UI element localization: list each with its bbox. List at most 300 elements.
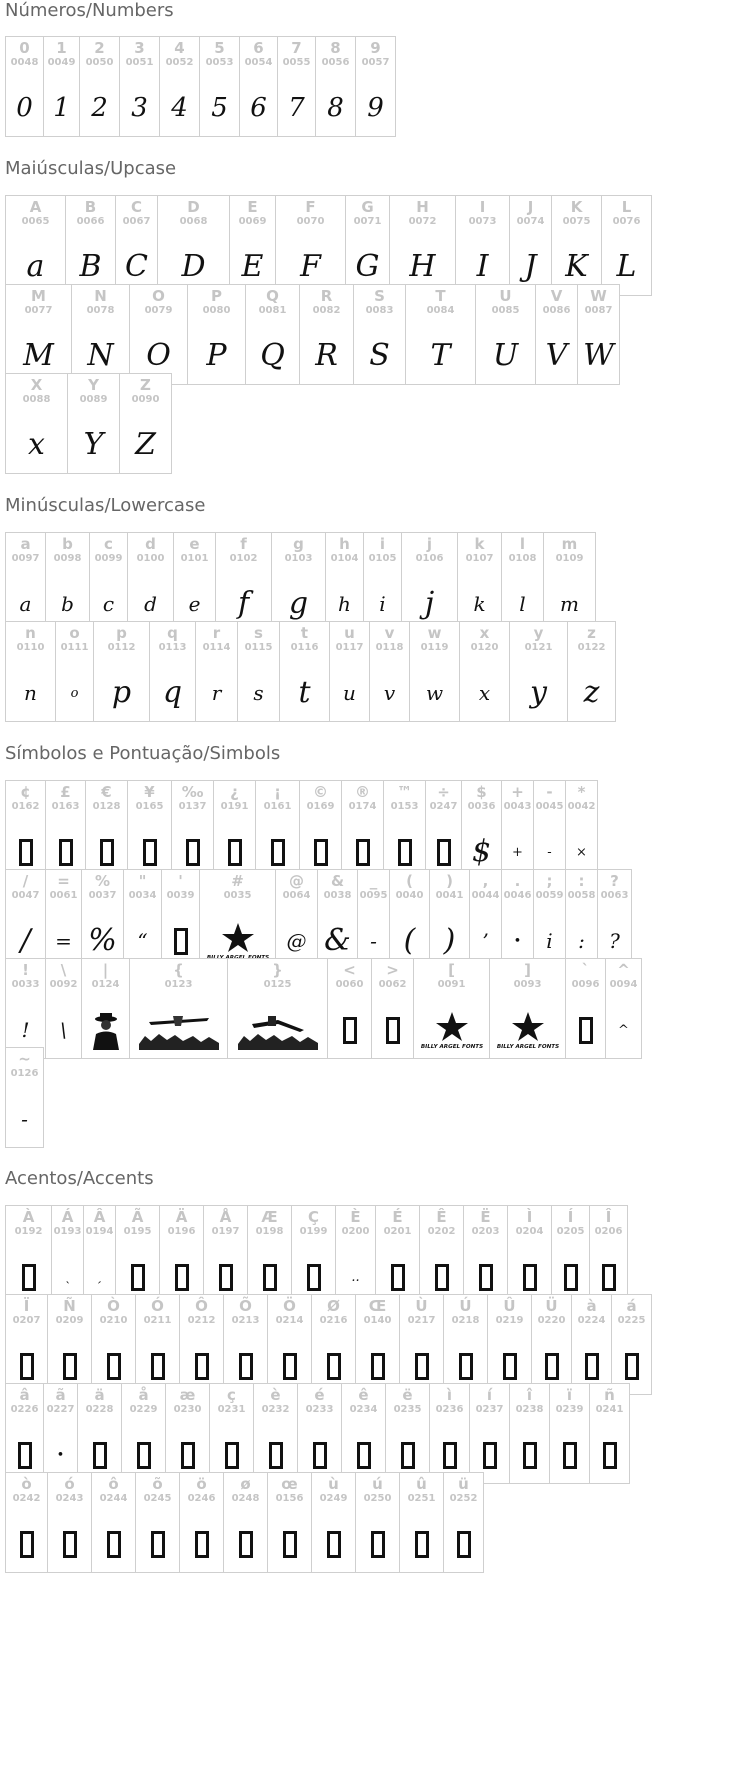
glyph-cell <box>51 1205 84 1306</box>
glyph-cell <box>469 1383 510 1484</box>
glyph-preview <box>130 1007 227 1053</box>
character-label: à <box>586 1297 597 1315</box>
glyph-preview <box>372 1007 413 1053</box>
glyph-cell <box>43 36 80 137</box>
glyph-preview: J <box>524 249 537 284</box>
character-label: ë <box>402 1386 413 1404</box>
character-code: 0088 <box>22 394 51 405</box>
glyph-preview: 0 <box>16 93 33 123</box>
character-label: â <box>19 1386 30 1404</box>
character-code: 0111 <box>60 642 89 653</box>
glyph-cell <box>507 1205 552 1306</box>
character-code: 0099 <box>94 553 123 564</box>
glyph-cell <box>239 36 278 137</box>
missing-glyph-icon <box>239 1531 253 1558</box>
character-label: Y <box>88 376 99 394</box>
glyph-cell <box>597 869 632 970</box>
missing-glyph-icon <box>386 1017 400 1044</box>
character-label: 2 <box>94 39 105 57</box>
character-label: h <box>339 535 350 553</box>
glyph-cell <box>203 1205 248 1306</box>
glyph-cell <box>5 780 46 881</box>
glyph-preview: m <box>560 592 579 616</box>
glyph-preview: W <box>583 338 614 373</box>
character-code: 0105 <box>368 553 397 564</box>
glyph-cell <box>5 36 44 137</box>
missing-glyph-icon <box>398 839 412 866</box>
glyph-cell <box>77 1383 122 1484</box>
character-code: 0196 <box>167 1226 196 1237</box>
glyph-preview: × <box>576 844 587 860</box>
character-label: ó <box>64 1475 75 1493</box>
glyph-cell <box>327 958 372 1059</box>
section-title: Símbolos e Pontuação/Simbols <box>5 743 281 764</box>
glyph-preview <box>82 1007 129 1053</box>
glyph-cell <box>215 532 272 633</box>
glyph-preview: 1 <box>53 93 70 123</box>
glyph-row <box>5 780 597 881</box>
character-label: b <box>62 535 73 553</box>
character-label: L <box>621 198 632 216</box>
glyph-cell <box>129 958 228 1059</box>
missing-glyph-icon <box>602 1264 616 1291</box>
character-label: ¢ <box>20 783 31 801</box>
glyph-cell <box>179 1294 224 1395</box>
character-label: E <box>247 198 258 216</box>
character-code: 0057 <box>361 57 390 68</box>
character-code: 0042 <box>567 801 596 812</box>
character-code: 0165 <box>135 801 164 812</box>
glyph-preview: q <box>162 675 183 710</box>
character-label: # <box>231 872 244 890</box>
character-code: 0161 <box>263 801 292 812</box>
character-label: ™ <box>397 783 412 801</box>
glyph-preview: P <box>206 338 227 373</box>
character-label: Í <box>567 1208 574 1226</box>
glyph-cell <box>461 780 502 881</box>
character-label: ø <box>240 1475 251 1493</box>
glyph-cell <box>135 1294 180 1395</box>
glyph-preview: g <box>288 586 309 621</box>
glyph-cell <box>115 1205 160 1306</box>
glyph-preview: s <box>253 681 264 705</box>
character-label: Æ <box>261 1208 278 1226</box>
character-label: ü <box>458 1475 469 1493</box>
glyph-cell <box>509 1383 550 1484</box>
character-label: Z <box>140 376 151 394</box>
glyph-preview <box>180 1521 223 1567</box>
character-code: 0084 <box>426 305 455 316</box>
glyph-cell <box>5 1383 44 1484</box>
character-label: Ù <box>415 1297 428 1315</box>
glyph-cell <box>227 958 328 1059</box>
character-label: è <box>270 1386 281 1404</box>
character-code: 0058 <box>567 890 596 901</box>
glyph-cell <box>419 1205 464 1306</box>
glyph-preview: .. <box>351 1269 360 1285</box>
character-label: N <box>94 287 107 305</box>
glyph-preview: G <box>355 249 380 284</box>
glyph-cell <box>565 780 598 881</box>
character-code: 0091 <box>437 979 466 990</box>
glyph-preview: t <box>298 675 311 710</box>
character-label: M <box>31 287 46 305</box>
character-label: Î <box>605 1208 612 1226</box>
character-label: , <box>482 872 489 890</box>
missing-glyph-icon <box>20 1531 34 1558</box>
glyph-cell <box>187 284 246 385</box>
character-code: 0246 <box>187 1493 216 1504</box>
character-code: 0101 <box>180 553 209 564</box>
glyph-cell <box>501 869 534 970</box>
glyph-preview: R <box>315 338 338 373</box>
glyph-preview: h <box>338 592 351 616</box>
character-code: 0169 <box>306 801 335 812</box>
character-label: 4 <box>174 39 185 57</box>
glyph-cell <box>531 1294 572 1395</box>
glyph-row <box>5 373 171 474</box>
glyph-cell <box>589 1205 628 1306</box>
glyph-cell <box>129 284 188 385</box>
character-label: < <box>343 961 356 979</box>
character-code: 0214 <box>275 1315 304 1326</box>
glyph-cell <box>469 869 502 970</box>
character-code: 0035 <box>223 890 252 901</box>
character-code: 0238 <box>515 1404 544 1415</box>
glyph-preview: k <box>473 592 486 616</box>
character-code: 0220 <box>537 1315 566 1326</box>
glyph-preview: - <box>21 1107 28 1131</box>
character-label: Ï <box>23 1297 30 1315</box>
character-label: } <box>272 961 283 979</box>
missing-glyph-icon <box>269 1442 283 1469</box>
character-code: 0062 <box>378 979 407 990</box>
character-label: : <box>578 872 585 890</box>
glyph-cell <box>601 195 652 296</box>
missing-glyph-icon <box>151 1531 165 1558</box>
character-label: € <box>101 783 112 801</box>
character-code: 0097 <box>11 553 40 564</box>
glyph-cell <box>375 1205 420 1306</box>
character-label: T <box>435 287 446 305</box>
glyph-cell <box>335 1205 376 1306</box>
character-code: 0245 <box>143 1493 172 1504</box>
character-code: 0069 <box>238 216 267 227</box>
glyph-preview: I <box>476 249 489 284</box>
character-code: 0076 <box>612 216 641 227</box>
missing-glyph-icon <box>435 1264 449 1291</box>
glyph-preview <box>490 1007 565 1053</box>
glyph-cell <box>425 780 462 881</box>
glyph-preview <box>328 1007 371 1053</box>
character-label: n <box>25 624 36 642</box>
character-label: % <box>94 872 111 890</box>
character-label: x <box>479 624 490 642</box>
missing-glyph-icon <box>523 1442 537 1469</box>
glyph-preview <box>566 1007 605 1053</box>
glyph-cell <box>605 958 642 1059</box>
missing-glyph-icon <box>327 1531 341 1558</box>
character-code: 0043 <box>503 801 532 812</box>
character-label: ¡ <box>274 783 281 801</box>
character-label: p <box>116 624 127 642</box>
character-label: l <box>519 535 526 553</box>
glyph-row <box>5 195 651 296</box>
man-portrait-icon <box>89 1010 123 1050</box>
character-label: @ <box>289 872 304 890</box>
character-label: y <box>533 624 544 642</box>
glyph-cell <box>299 284 354 385</box>
glyph-cell <box>119 36 160 137</box>
glyph-cell <box>81 958 130 1059</box>
character-label: Å <box>219 1208 232 1226</box>
glyph-cell <box>459 621 510 722</box>
character-label: \ <box>60 961 67 979</box>
glyph-cell <box>213 780 256 881</box>
glyph-preview: 8 <box>327 93 344 123</box>
character-label: ¿ <box>230 783 239 801</box>
glyph-cell <box>489 958 566 1059</box>
glyph-cell <box>565 869 598 970</box>
character-code: 0107 <box>465 553 494 564</box>
character-label: Ø <box>327 1297 340 1315</box>
missing-glyph-icon <box>271 839 285 866</box>
missing-glyph-icon <box>186 839 200 866</box>
glyph-preview: 7 <box>288 93 305 123</box>
character-label: ! <box>22 961 29 979</box>
character-label: Ã <box>131 1208 144 1226</box>
glyph-preview <box>92 1521 135 1567</box>
character-label: u <box>344 624 355 642</box>
glyph-cell <box>357 869 390 970</box>
character-code: 0055 <box>282 57 311 68</box>
missing-glyph-icon <box>391 1264 405 1291</box>
character-code: 0098 <box>53 553 82 564</box>
billy-argel-logo-icon <box>210 921 266 961</box>
glyph-preview: v <box>383 681 396 705</box>
glyph-cell <box>565 958 606 1059</box>
character-label: 6 <box>253 39 264 57</box>
character-code: 0047 <box>11 890 40 901</box>
character-label: G <box>361 198 374 216</box>
glyph-cell <box>429 1383 470 1484</box>
character-label: J <box>527 198 534 216</box>
missing-glyph-icon <box>22 1264 36 1291</box>
missing-glyph-icon <box>263 1264 277 1291</box>
glyph-preview: w <box>425 681 444 705</box>
missing-glyph-icon <box>19 839 33 866</box>
glyph-preview: ˎ <box>65 1269 70 1285</box>
character-code: 0039 <box>166 890 195 901</box>
glyph-cell <box>45 532 90 633</box>
svg-text:BILLY ARGEL FONTS: BILLY ARGEL FONTS <box>420 1044 483 1050</box>
glyph-cell <box>45 958 82 1059</box>
character-label: . <box>514 872 521 890</box>
character-label: ì <box>446 1386 453 1404</box>
character-label: ä <box>94 1386 105 1404</box>
character-code: 0197 <box>211 1226 240 1237</box>
character-label: Õ <box>239 1297 252 1315</box>
glyph-preview: ’ <box>482 929 489 953</box>
missing-glyph-icon <box>307 1264 321 1291</box>
character-label: " <box>138 872 147 890</box>
missing-glyph-icon <box>313 1442 327 1469</box>
glyph-cell <box>267 1472 312 1573</box>
missing-glyph-icon <box>225 1442 239 1469</box>
character-code: 0063 <box>600 890 629 901</box>
character-code: 0243 <box>55 1493 84 1504</box>
glyph-cell <box>549 1383 590 1484</box>
character-label: ) <box>446 872 453 890</box>
glyph-row <box>5 1047 43 1148</box>
character-label: R <box>320 287 333 305</box>
character-label: - <box>546 783 553 801</box>
character-code: 0077 <box>24 305 53 316</box>
glyph-cell <box>223 1294 268 1395</box>
glyph-cell <box>509 621 568 722</box>
character-label: Ú <box>459 1297 472 1315</box>
character-code: 0073 <box>468 216 497 227</box>
character-label: | <box>102 961 109 979</box>
character-code: 0228 <box>85 1404 114 1415</box>
character-label: æ <box>179 1386 196 1404</box>
glyph-cell <box>93 621 150 722</box>
glyph-cell <box>209 1383 254 1484</box>
glyph-cell <box>199 869 276 970</box>
character-code: 0033 <box>11 979 40 990</box>
missing-glyph-icon <box>523 1264 537 1291</box>
character-label: ^ <box>617 961 630 979</box>
character-label: [ <box>448 961 455 979</box>
character-label: = <box>57 872 70 890</box>
glyph-row <box>5 36 395 137</box>
glyph-preview: a <box>26 249 45 284</box>
glyph-cell <box>253 1383 298 1484</box>
character-label: j <box>426 535 433 553</box>
character-code: 0242 <box>12 1493 41 1504</box>
glyph-cell <box>567 621 616 722</box>
glyph-row <box>5 284 619 385</box>
glyph-cell <box>509 195 552 296</box>
character-label: ' <box>178 872 183 890</box>
character-label: ã <box>55 1386 66 1404</box>
glyph-preview: z <box>583 675 600 710</box>
character-code: 0202 <box>427 1226 456 1237</box>
character-code: 0203 <box>471 1226 500 1237</box>
glyph-preview: H <box>409 249 436 284</box>
missing-glyph-icon <box>563 1442 577 1469</box>
glyph-cell <box>195 621 238 722</box>
character-label: ‰ <box>181 783 204 801</box>
character-code: 0034 <box>128 890 157 901</box>
character-code: 0218 <box>451 1315 480 1326</box>
glyph-cell <box>543 532 596 633</box>
glyph-cell <box>85 780 128 881</box>
glyph-preview <box>224 1521 267 1567</box>
glyph-cell <box>429 869 470 970</box>
character-label: 3 <box>134 39 145 57</box>
glyph-preview: L <box>616 249 637 284</box>
character-code: 0199 <box>299 1226 328 1237</box>
glyph-cell <box>501 532 544 633</box>
glyph-cell <box>199 36 240 137</box>
character-label: / <box>22 872 29 890</box>
character-code: 0112 <box>107 642 136 653</box>
character-label: é <box>314 1386 325 1404</box>
glyph-cell <box>159 36 200 137</box>
glyph-preview: y <box>530 675 547 710</box>
glyph-preview <box>6 1521 47 1567</box>
glyph-cell <box>237 621 280 722</box>
glyph-cell <box>457 532 502 633</box>
character-label: v <box>384 624 395 642</box>
glyph-cell <box>123 869 162 970</box>
character-code: 0108 <box>508 553 537 564</box>
glyph-preview <box>356 1521 399 1567</box>
character-code: 0126 <box>10 1068 39 1079</box>
character-label: z <box>587 624 596 642</box>
glyph-cell <box>45 780 86 881</box>
character-label: É <box>392 1208 403 1226</box>
missing-glyph-icon <box>457 1531 471 1558</box>
character-label: Û <box>503 1297 516 1315</box>
character-code: 0125 <box>263 979 292 990</box>
character-code: 0163 <box>51 801 80 812</box>
character-label: $ <box>476 783 487 801</box>
glyph-cell <box>401 532 458 633</box>
character-code: 0191 <box>220 801 249 812</box>
character-label: _ <box>369 872 378 890</box>
character-code: 0251 <box>407 1493 436 1504</box>
glyph-cell <box>67 373 120 474</box>
character-code: 0100 <box>136 553 165 564</box>
section-title: Números/Numbers <box>5 0 174 21</box>
character-label: ù <box>328 1475 339 1493</box>
character-code: 0216 <box>319 1315 348 1326</box>
character-label: ( <box>406 872 413 890</box>
glyph-preview: x <box>478 681 491 705</box>
glyph-cell <box>463 1205 508 1306</box>
character-code: 0229 <box>129 1404 158 1415</box>
glyph-preview: F <box>300 249 321 284</box>
character-label: O <box>152 287 165 305</box>
character-label: ñ <box>604 1386 615 1404</box>
character-code: 0089 <box>79 394 108 405</box>
character-code: 0226 <box>10 1404 39 1415</box>
glyph-preview: ) <box>443 923 456 958</box>
glyph-cell <box>363 532 402 633</box>
character-label: À <box>22 1208 35 1226</box>
character-code: 0110 <box>16 642 45 653</box>
glyph-row <box>5 958 641 1059</box>
character-code: 0072 <box>408 216 437 227</box>
character-label: > <box>386 961 399 979</box>
missing-glyph-icon <box>100 839 114 866</box>
character-code: 0048 <box>10 57 39 68</box>
glyph-cell <box>119 373 172 474</box>
glyph-cell <box>371 958 414 1059</box>
glyph-cell <box>311 1294 356 1395</box>
character-code: 0140 <box>363 1315 392 1326</box>
glyph-preview <box>510 1432 549 1478</box>
glyph-preview <box>550 1432 589 1478</box>
glyph-cell <box>79 36 120 137</box>
glyph-cell <box>135 1472 180 1573</box>
character-label: F <box>305 198 316 216</box>
glyph-cell <box>299 780 342 881</box>
character-label: Ì <box>526 1208 533 1226</box>
glyph-row <box>5 1383 629 1484</box>
